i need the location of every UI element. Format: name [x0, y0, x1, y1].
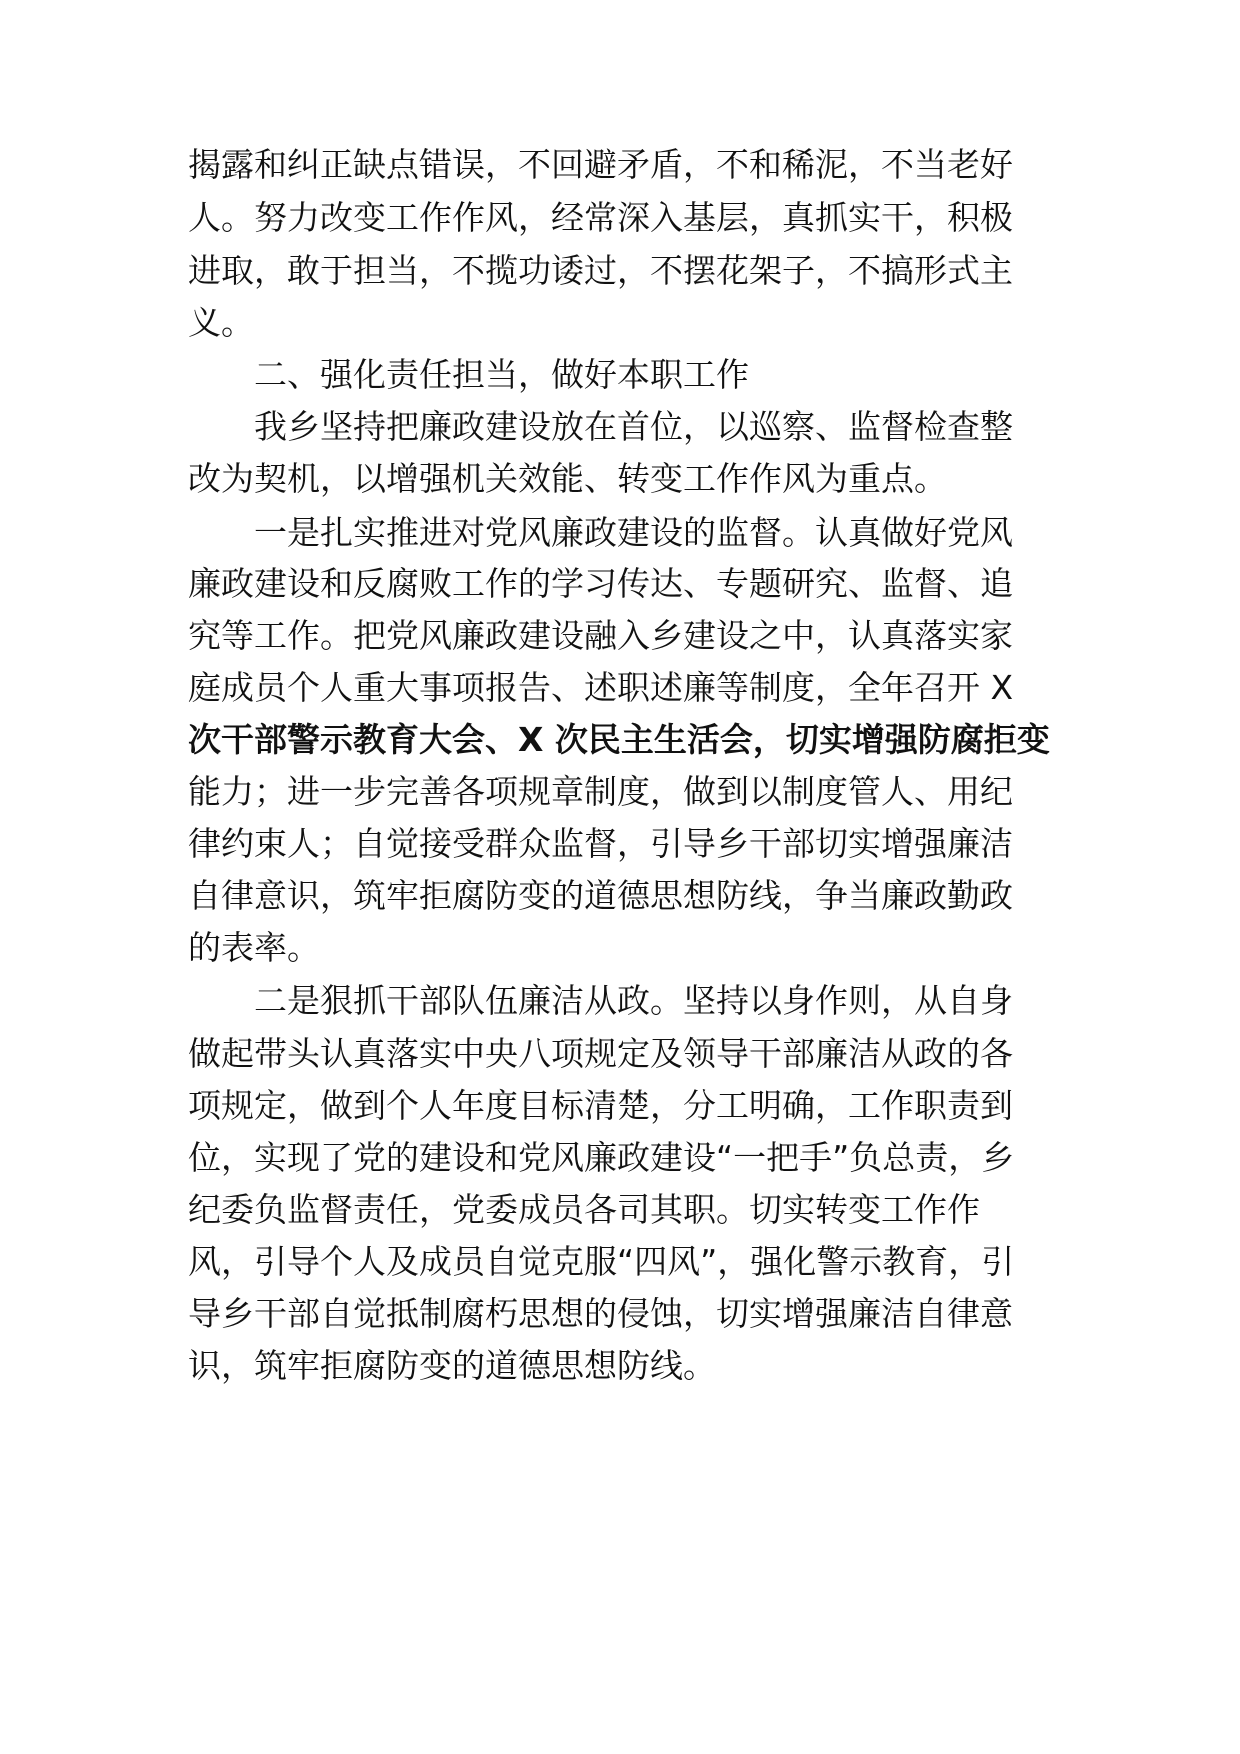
- body-text-line: 义。: [188, 303, 254, 342]
- body-text-line: 项规定，做到个人年度目标清楚，分工明确，工作职责到: [188, 1086, 1013, 1125]
- body-text-line: 人。努力改变工作作风，经常深入基层，真抓实干，积极: [188, 198, 1013, 237]
- body-text-line: 风，引导个人及成员自觉克服“四风”，强化警示教育，引: [188, 1242, 1015, 1281]
- body-text-line: 律约束人；自觉接受群众监督，引导乡干部切实增强廉洁: [188, 824, 1013, 863]
- body-text-line: 揭露和纠正缺点错误，不回避矛盾，不和稀泥，不当老好: [188, 145, 1013, 184]
- body-text-line-bold: 次干部警示教育大会、X 次民主生活会，切实增强防腐拒变: [188, 720, 1050, 759]
- body-text-line: 的表率。: [188, 928, 320, 967]
- body-text-line: 庭成员个人重大事项报告、述职述廉等制度，全年召开 X: [188, 668, 1014, 707]
- body-text-line: 进取，敢于担当，不揽功诿过，不摆花架子，不搞形式主: [188, 251, 1013, 290]
- body-text-line: 究等工作。把党风廉政建设融入乡建设之中，认真落实家: [188, 616, 1013, 655]
- body-text-line: 导乡干部自觉抵制腐朽思想的侵蚀，切实增强廉洁自律意: [188, 1294, 1013, 1333]
- body-text-line: 做起带头认真落实中央八项规定及领导干部廉洁从政的各: [188, 1034, 1013, 1073]
- body-text-line: 二是狠抓干部队伍廉洁从政。坚持以身作则，从自身: [254, 981, 1013, 1020]
- body-text-line: 改为契机，以增强机关效能、转变工作作风为重点。: [188, 459, 947, 498]
- body-text-line: 我乡坚持把廉政建设放在首位，以巡察、监督检查整: [254, 407, 1013, 446]
- body-text-line: 纪委负监督责任，党委成员各司其职。切实转变工作作: [188, 1190, 980, 1229]
- body-text-line: 位，实现了党的建设和党风廉政建设“一把手”负总责，乡: [188, 1138, 1015, 1177]
- body-text-line: 能力；进一步完善各项规章制度，做到以制度管人、用纪: [188, 772, 1013, 811]
- section-heading: 二、强化责任担当，做好本职工作: [254, 355, 749, 394]
- body-text-line: 廉政建设和反腐败工作的学习传达、专题研究、监督、追: [188, 564, 1013, 603]
- body-text-line: 自律意识，筑牢拒腐防变的道德思想防线，争当廉政勤政: [188, 876, 1013, 915]
- body-text-line: 一是扎实推进对党风廉政建设的监督。认真做好党风: [254, 513, 1013, 552]
- body-text-line: 识，筑牢拒腐防变的道德思想防线。: [188, 1346, 716, 1385]
